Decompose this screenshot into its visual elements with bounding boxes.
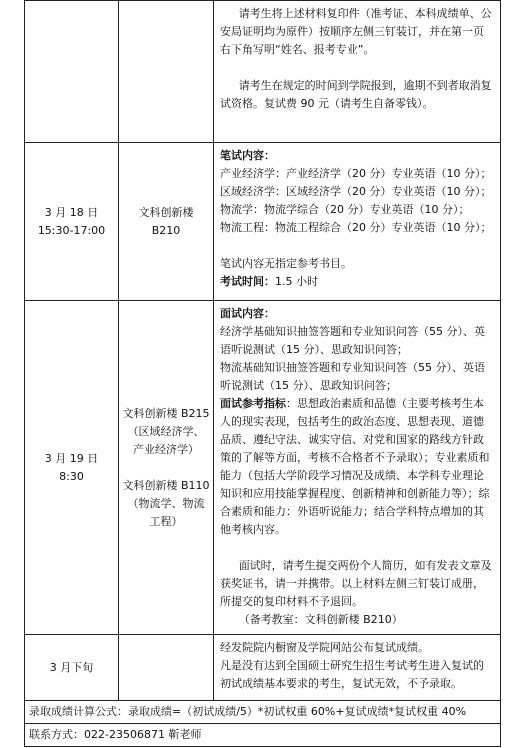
desc-cell (214, 1, 501, 143)
date-cell (25, 635, 119, 701)
interview-criteria (220, 395, 494, 539)
table-row (25, 301, 501, 635)
written-exam-heading: 笔试内容： (220, 149, 275, 162)
place-cell (119, 301, 214, 635)
table-row (25, 635, 501, 701)
date-cell (25, 301, 119, 635)
place-line: （物流学、物流 (127, 496, 205, 510)
table-row (25, 701, 501, 724)
desc-line: 笔试内容无指定参考书目。 (220, 257, 352, 270)
place-line: 产业经济学） (133, 442, 199, 456)
desc-blank-line (220, 237, 494, 255)
desc-cell (214, 143, 501, 301)
desc-line: （备考教室：文科创新楼 B210） (238, 613, 403, 626)
table-row (25, 724, 501, 747)
exam-duration-label: 考试时间： (220, 275, 275, 288)
desc-line: 凡是没有达到全国硕士研究生招生考试考生进入复试的初试成绩基本要求的考生，复试无效，不予录取。 (220, 659, 484, 690)
schedule-table (24, 0, 501, 747)
desc-blank-line (220, 539, 494, 557)
contact-cell: 联系方式：022-23506871 靳老师 (25, 724, 501, 747)
date-text: 3 月 19 日 (44, 451, 99, 465)
date-cell (25, 1, 119, 143)
desc-line: 物流工程：物流工程综合（20 分）专业英语（10 分）； (220, 221, 492, 234)
desc-blank-line (220, 59, 494, 77)
place-cell (119, 1, 214, 143)
table-row (25, 1, 501, 143)
desc-line: 请考生在规定的时间到学院报到，逾期不到者取消复试资格。复试费 90 元（请考生自备零钱）。 (220, 79, 492, 110)
time-text: 15:30-17:00 (37, 223, 106, 237)
desc-cell (214, 635, 501, 701)
formula-cell: 录取成绩计算公式：录取成绩=（初试成绩/5）*初试权重 60%+复试成绩*复试权重 40% (25, 701, 501, 724)
interview-criteria-text: ：思想政治素质和品德（主要考核考生本人的现实表现，包括考生的政治态度、思想表现、道德品质、遵纪守法、诚实守信、对党和国家的路线方针政策的了解等方面，考核不合格者不予录取）；专业素质和能力（包括大学阶段学习情况及成绩、本学科专业理论知识和应用技能掌握程度、创新精神和创新能力等）；综合素质和能力：外语听说能力；结合学科特点增加的其他考核内容。 (220, 397, 490, 536)
exam-duration-value: 1.5 小时 (275, 275, 318, 288)
time-text: 8:30 (59, 469, 84, 483)
interview-heading: 面试内容： (220, 307, 275, 320)
table-row (25, 143, 501, 301)
place-line: 文科创新楼 (138, 205, 194, 219)
exam-duration-line (220, 273, 494, 291)
place-line: B210 (151, 223, 181, 237)
desc-line: 经济学基础知识抽签答题和专业知识问答（55 分）、英语听说测试（15 分）、思政知识问答； (220, 325, 485, 356)
desc-line: 面试时，请考生提交两份个人简历，如有发表文章及获奖证书，请一并携带。以上材料左侧三钉装订成册，所提交的复印材料不予退回。 (220, 559, 492, 608)
place-cell (119, 143, 214, 301)
desc-line: 物流学：物流学综合（20 分）专业英语（10 分）； (220, 203, 470, 216)
place-blank-line (119, 459, 213, 477)
place-cell (119, 635, 214, 701)
date-text: 3 月下旬 (49, 660, 94, 674)
date-text: 3 月 18 日 (44, 205, 99, 219)
desc-line: 区域经济学：区域经济学（20 分）专业英语（10 分）； (220, 185, 492, 198)
desc-line: 物流基础知识抽签答题和专业知识问答（55 分）、英语听说测试（15 分）、思政知识问答； (220, 361, 485, 392)
place-line: 文科创新楼 B215 (122, 406, 210, 420)
place-line: 文科创新楼 B110 (122, 478, 210, 492)
date-cell (25, 143, 119, 301)
desc-line: 请考生将上述材料复印件（准考证、本科成绩单、公安局证明均为原件）按顺序左侧三钉装订，并在第一页右下角写明“姓名、报考专业”。 (220, 7, 492, 56)
desc-line: 产业经济学：产业经济学（20 分）专业英语（10 分）； (220, 167, 492, 180)
desc-line: 经发院院内橱窗及学院网站公布复试成绩。 (220, 641, 429, 654)
interview-criteria-label: 面试参考指标 (220, 397, 286, 410)
place-line: （区域经济学、 (127, 424, 205, 438)
desc-cell (214, 301, 501, 635)
place-line: 工程） (149, 514, 183, 528)
